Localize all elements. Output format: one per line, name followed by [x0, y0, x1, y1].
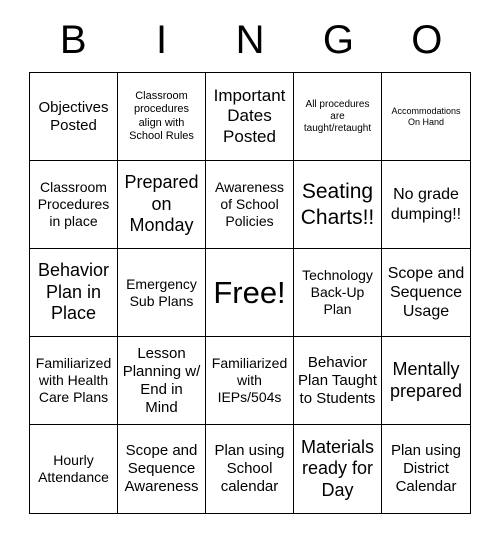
bingo-cell[interactable]: Accommodations On Hand — [382, 73, 470, 161]
bingo-cell[interactable]: All procedures are taught/retaught — [294, 73, 382, 161]
header-letter-n: N — [235, 18, 265, 62]
bingo-cell[interactable]: Important Dates Posted — [206, 73, 294, 161]
bingo-cell[interactable]: Mentally prepared — [382, 337, 470, 425]
bingo-cell[interactable]: Emergency Sub Plans — [118, 249, 206, 337]
bingo-cell[interactable]: Behavior Plan in Place — [30, 249, 118, 337]
bingo-cell[interactable]: Hourly Attendance — [30, 425, 118, 513]
bingo-cell[interactable]: Plan using District Calendar — [390, 442, 462, 495]
bingo-cell[interactable]: Objectives Posted — [30, 73, 118, 161]
bingo-cell[interactable]: Scope and Sequence Awareness — [118, 425, 206, 513]
bingo-cell[interactable]: Lesson Planning w/ End in Mind — [118, 337, 206, 425]
header-letter-i: I — [156, 18, 168, 62]
bingo-cell[interactable]: Familiarized with Health Care Plans — [30, 337, 118, 425]
bingo-cell[interactable]: Classroom Procedures in place — [30, 161, 118, 249]
bingo-cell[interactable]: Materials ready for Day — [294, 425, 382, 513]
bingo-cell[interactable]: Awareness of School Policies — [206, 161, 294, 249]
bingo-cell[interactable]: Classroom procedures align with School Rules — [118, 73, 206, 161]
header-letter-b: B — [59, 18, 87, 62]
bingo-header — [29, 0, 471, 72]
bingo-board — [29, 72, 471, 514]
bingo-cell[interactable]: Prepared on Monday — [118, 161, 206, 249]
header-letter-o: O — [411, 18, 443, 62]
bingo-cell[interactable]: Plan using School calendar — [206, 425, 294, 513]
bingo-cell[interactable]: Scope and Sequence Usage — [382, 249, 470, 337]
header-letter-g: G — [322, 18, 354, 62]
bingo-cell[interactable]: No grade dumping!! — [382, 161, 470, 249]
free-space[interactable]: Free! — [206, 249, 294, 337]
bingo-cell[interactable]: Behavior Plan Taught to Students — [294, 337, 382, 425]
bingo-cell[interactable]: Technology Back-Up Plan — [294, 249, 382, 337]
bingo-cell[interactable]: Familiarized with IEPs/504s — [206, 337, 294, 425]
bingo-cell[interactable]: Seating Charts!! — [294, 161, 382, 249]
